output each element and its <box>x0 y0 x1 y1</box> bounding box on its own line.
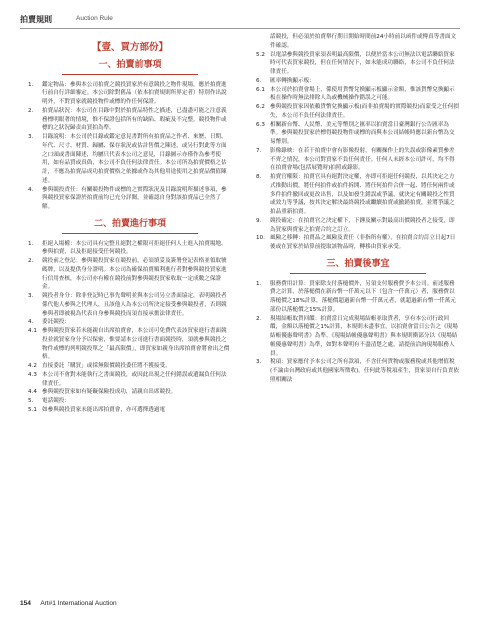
clause-item <box>256 147 460 173</box>
subclause-number: 4.1 <box>28 328 37 334</box>
clause-number: 10. <box>256 235 265 242</box>
section1-list <box>28 81 232 212</box>
clause-item <box>28 133 232 186</box>
clause-text: 競投前之登記：參與競投買家在競投前，必須填妥及簽署登記表格並領取號碼牌，以及提供身分證明。本公司為確保拍賣順利進行者對參與競投買家進行信用查核，本公司亦有權在競投前對參與競投買家收取一定成數之保證金。 <box>42 258 227 291</box>
clause-item <box>256 77 460 86</box>
clause-number: 4. <box>28 319 34 326</box>
clause-item <box>28 292 232 318</box>
subclause-item <box>28 362 232 371</box>
subclause-item <box>28 388 232 397</box>
right-column <box>256 33 460 385</box>
subclause-number: 5.2 <box>256 51 265 58</box>
clause-item <box>28 240 232 258</box>
clause-number: 9. <box>256 217 262 224</box>
clause-item <box>256 173 460 217</box>
clause-text: 目錄說明：本公司於目錄或鑑定意見書對所有拍賣品之作者、來歷、日期、年代、尺寸、材質、歸屬、保存狀況或估計售價之陳述，或另行對此等方面之口頭或書面陳述，均屬只代表本公司之意見，目錄圖示亦僅作為參考使用，如有品質或真偽，本公司不負任何法律責任。本公司所為拍賣價格之估計，不應為拍賣品成功拍賣價格之依據或作為其他用途使用之拍賣品價值陳述。 <box>42 134 227 184</box>
clause-item <box>28 186 232 212</box>
section-divider <box>290 273 426 274</box>
clause-text: 競投確定：在拍賣官之決定權下，下錘及關示對最高出價競投者之接受，即為買家與賣家之拍賣合約之訂立。 <box>270 217 455 233</box>
clause-text: 鑑定物品：參與本公司拍賣之競投買家於有意競投之物件現場，應於拍賣進行前自行詳細審定。本公司除對舊品（依本拍賣規則所界定者）特別作出說明外，不對買家就競投物件或標的作任何保證。 <box>42 81 227 105</box>
clause-item <box>256 315 460 359</box>
clause-text: 風險之移轉：拍賣品之風險及責任（非指所有權），在拍賣合約訂立日起7日後或在買家於結算前提取該物品時，轉移由買家承受。 <box>270 235 456 250</box>
clause-text: 現場結帳取貨回饋：拍賣當日完成現場結帳並取貨者，享有本公司行政回饋，金額以落槌價之1%計算，本規則未盡事宜，以拍賣會當日公告之《現場結帳優惠聲明書》為準。《現場結帳優惠聲明書》與本規則衝部分以《現場結帳優惠聲明書》為準，如對本聲明有不盡清楚之處，請提前洽詢現場服務人員。 <box>270 315 458 357</box>
header-divider <box>20 28 460 29</box>
subclause-item <box>28 406 232 415</box>
subclause-text: 參與競投買家若未能親自出席拍賣會，本公司可免費代表該買家進行書面競投並就買家身分予以保密，惟要請本公司進行書面競投時，須就參與競投之物件或標的列明競投單之「最高限價」，即買家如親身出席拍賣會將會出之價格。 <box>42 328 230 361</box>
subclause-number: 6.3 <box>256 121 265 128</box>
subclause-number: 6.2 <box>256 104 265 110</box>
clause-item <box>28 257 232 292</box>
clause-number: 7. <box>256 147 262 154</box>
clause-text: 匯率轉換顯示板： <box>270 77 315 84</box>
clause-text: 影像錄映：在若干拍賣中會有影像投射，有關操作上的失誤或影像素質參差不齊之情況，本公司對買家不負任何責任。任何人未經本公司許可，均不得在拍賣會場(包括展覽時)拍照或錄影。 <box>270 147 455 172</box>
clause-number: 6. <box>256 77 262 84</box>
clause-text: 委託競投： <box>42 319 70 326</box>
clause-number: 1. <box>28 81 34 88</box>
header-title: 拍賣規則 <box>20 15 52 24</box>
page-footer <box>20 600 117 607</box>
clause-item <box>256 280 460 315</box>
page-number: 154 <box>20 600 31 607</box>
section3-list <box>256 280 460 385</box>
clause-number: 1. <box>28 240 34 247</box>
subclause-text: 以電話參與競投買家須表明最高限價，以便於當本公司無法以電話聯絡買家時可代表買家競投，但在任何情況下，如未能成功聯絡，本公司不負任何法律責任。 <box>270 51 455 75</box>
clause-item <box>28 397 232 406</box>
clause-item <box>256 358 460 384</box>
subclause-text: 直接委託「購買」或採無限價競投委任將不獲接受。 <box>42 363 171 369</box>
left-column <box>28 40 232 415</box>
part-title: 【壹、買方部份】 <box>91 42 168 53</box>
clause-number: 2. <box>256 315 262 322</box>
clause-item <box>256 217 460 235</box>
subclause-text: 如參與競投買家未能出席拍賣會，亦可選擇透過電 <box>42 406 166 413</box>
clause-number: 2. <box>28 258 34 264</box>
subclause-item <box>256 86 460 104</box>
clause-text: 拒絕入場權：本公司具有完整且絕對之權限可拒絕任何人士進入拍賣場地、參與拍賣，以及拒絕接受任何競投。 <box>42 240 227 256</box>
subclause-number: 4.2 <box>28 363 37 369</box>
section-title: 一、拍賣前事項 <box>98 59 162 70</box>
clause-text: 參與競投責任：有關競投物件或標的之實際狀況及目錄說明所描述事項，參與競投買家保證於拍賣前均已充分詳閱，並確認自身對該拍賣品已全然了解。 <box>42 186 227 210</box>
clause-number: 8. <box>256 174 262 180</box>
clause-item <box>256 234 460 252</box>
page-header <box>20 12 460 28</box>
clause-text: 電話競投： <box>42 398 70 404</box>
clause-number: 3. <box>28 293 34 299</box>
section-divider <box>62 74 198 75</box>
subclause-text: 本公司於拍賣會場上，係使用貨幣兌換顯示板顯示金額，惟該貨幣兌換顯示板在操作時無法排除人為或機械操作錯誤之可能。 <box>270 86 455 102</box>
subclause-item <box>256 121 460 147</box>
section-before-auction <box>28 61 232 75</box>
clause-number: 2. <box>28 107 34 114</box>
section-title: 三、拍賣後事宜 <box>326 258 390 269</box>
section-during-auction <box>28 220 232 234</box>
clause-text: 拍賣品狀況：本公司在目錄中對於拍賣品特性之描述，已盡盡可能之注意義務標明眼著的情境，惟不保證包括所有的缺陷、瑕疵及不完整。競投物件或標的之狀況歸责由買拍為準。 <box>42 107 227 132</box>
section-after-auction <box>256 260 460 274</box>
publication-name: Art#1 International Auction <box>40 600 117 607</box>
subclause-text: 參與競投買家如有疑礙保險投成功，請親自出席競投。 <box>42 389 177 396</box>
subclause-text: 參與競投買家因依賴貨幣兌換顯示板(而非拍賣場的實際競投)而蒙受之任何損失，本公司不負任何法律責任。 <box>270 104 459 119</box>
subclause-text: 相關新台幣、人民幣、美元等幣別之匯率以拍賣當日臺灣銀行公告匯率為準。參與競投買家於標得競投物件或標的而與本公司結帳時應以新台幣為交易幣別。 <box>270 121 455 145</box>
clause-number: 5. <box>28 398 34 404</box>
clause-text: 服務費用計算：買家除支付落槌價外，另須支付服務費予本公司。前述服務費之計算，於落槌價在新台幣一仟萬元以下（包含一仟萬元）者，服務費以落槌價之18%計算，落槌價超過新台幣一仟萬元者，就超過新台幣一仟萬元部份以落槌價之15%計算。 <box>270 280 456 313</box>
header-subtitle: Auction Rule <box>76 15 113 22</box>
subclause-item <box>256 103 460 121</box>
subclause-number: 5.1 <box>28 406 37 413</box>
section-title: 二、拍賣進行事項 <box>93 218 166 229</box>
continued-text: 話競投，但必須於拍賣舉行期日開始時間前24小時前以函件或傳真等書面文件確認。 <box>270 34 457 49</box>
clause-item <box>28 107 232 133</box>
clause-text: 稅項：買家應付予本公司之所有款項，不含任何貨物或服務稅或其他增值稅(不論由台灣政府或其他國家所徵收)。任何此等稅項產生，買家須自行負責依照相關法 <box>270 359 459 383</box>
clause-item <box>28 318 232 327</box>
subclause-number: 4.4 <box>28 389 37 396</box>
section-divider <box>62 233 198 234</box>
subclause-text: 本公司不會對未能執行之書面競投，或因此出現之任何錯誤或遺漏負任何法律責任。 <box>42 371 227 387</box>
subclause-item <box>256 51 460 77</box>
subclause-number: 6.1 <box>256 86 265 93</box>
clause-number: 1. <box>256 280 262 287</box>
section2-list <box>28 240 232 415</box>
clause-number: 4. <box>28 186 34 193</box>
subclause-number: 4.3 <box>28 371 37 378</box>
subclause-item <box>28 371 232 389</box>
clause-number: 3. <box>256 359 262 366</box>
subclause-item <box>28 327 232 362</box>
clause-item <box>28 81 232 107</box>
clause-number: 3. <box>28 134 34 140</box>
clause-text: 拍賣官權限：拍賣官具有絕對決定權，亦即可拒絕任何競投，以其決定之方式推動出價，將任何拍件或拍件拆開、將任何拍件合併一起、將任何兩件或多件拍件撤回或更改出售，以及如發生錯誤或爭議，就決定有關競投之性質或效力等爭議，按其決定解決最終競投或繼續拍賣或撤銷拍賣，並將爭議之拍品重新拍賣。 <box>270 174 455 215</box>
clause-text: 競投者身分：除非登記時已事先聲明並與本公司另立書面協定，表明競投者係代他人參與之代理人，且該他人為本公司所決定接受參與競投者，否則競參與者即被視為代表自身參與競投而須直接承擔法律責任。 <box>42 293 227 317</box>
